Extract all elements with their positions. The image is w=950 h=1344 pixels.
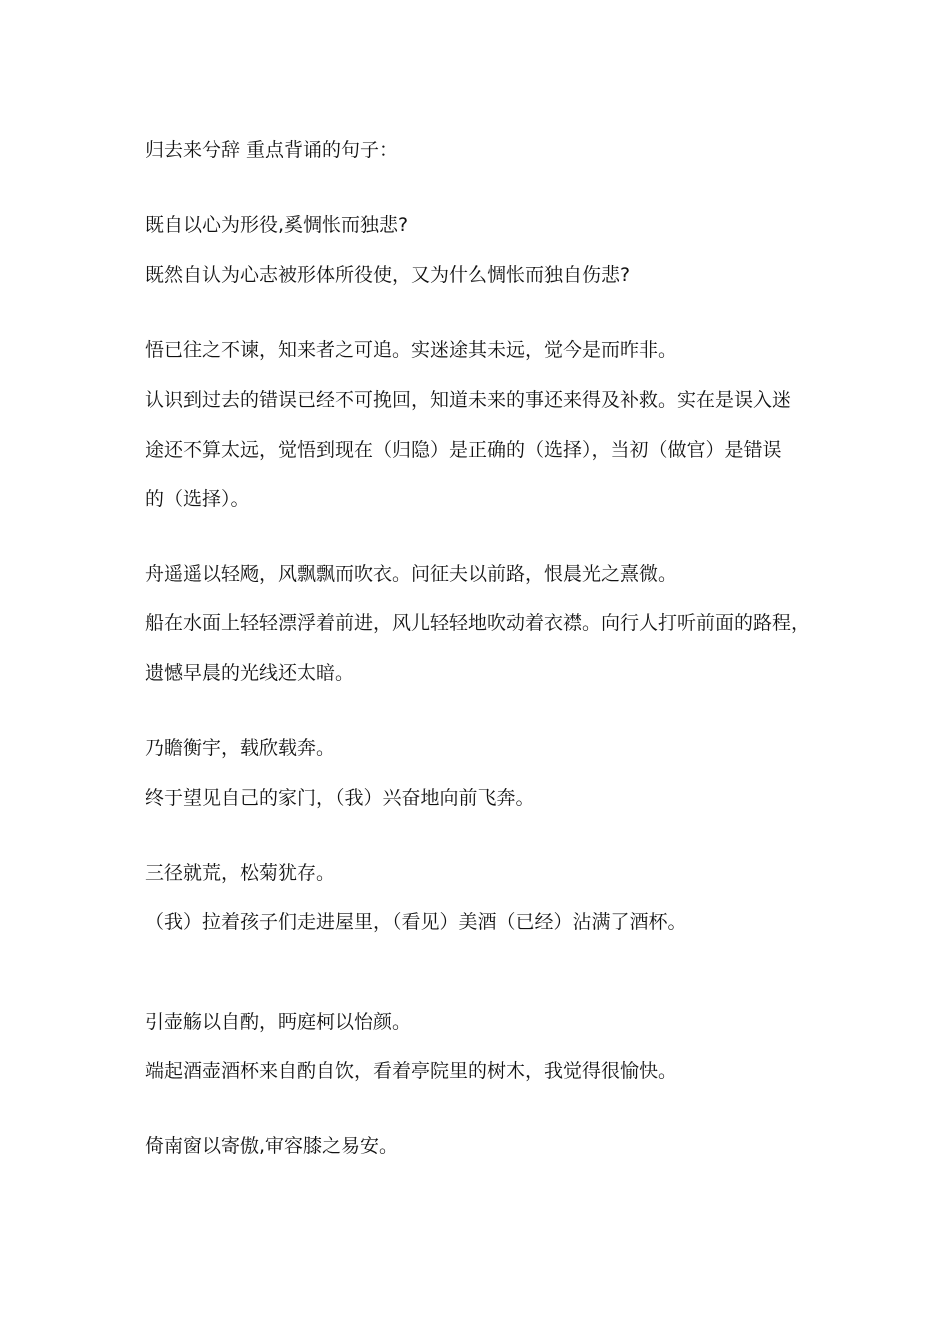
text-line: 既然自认为心志被形体所役使，又为什么惆怅而独自伤悲? [145, 264, 631, 286]
text-line: 终于望见自己的家门，（我）兴奋地向前飞奔。 [145, 787, 535, 809]
text-line: 悟已往之不谏，知来者之可追。实迷途其未远，觉今是而昨非。 [145, 339, 678, 361]
document-title: 归去来兮辞 重点背诵的句子： [145, 139, 399, 161]
text-line: 三径就荒，松菊犹存。 [145, 862, 336, 884]
text-line: 遗憾早晨的光线还太暗。 [145, 662, 355, 684]
text-line: 认识到过去的错误已经不可挽回，知道未来的事还来得及补救。实在是误入迷 [145, 389, 792, 411]
text-line: 既自以心为形役,奚惆怅而独悲? [145, 214, 409, 236]
text-line: 船在水面上轻轻漂浮着前进，风儿轻轻地吹动着衣襟。向行人打听前面的路程， [145, 612, 811, 634]
text-line: 乃瞻衡宇，载欣载奔。 [145, 737, 336, 759]
text-line: （我）拉着孩子们走进屋里，（看见）美酒（已经）沾满了酒杯。 [145, 911, 687, 933]
text-line: 途还不算太远，觉悟到现在（归隐）是正确的（选择），当初（做官）是错误 [145, 439, 782, 461]
text-line: 端起酒壶酒杯来自酌自饮，看着亭院里的树木，我觉得很愉快。 [145, 1060, 678, 1082]
text-line: 倚南窗以寄傲,审容膝之易安。 [145, 1135, 399, 1157]
text-line: 舟遥遥以轻飏，风飘飘而吹衣。问征夫以前路，恨晨光之熹微。 [145, 563, 678, 585]
text-line: 引壶觞以自酌，眄庭柯以怡颜。 [145, 1011, 412, 1033]
text-line: 的（选择）。 [145, 488, 250, 510]
